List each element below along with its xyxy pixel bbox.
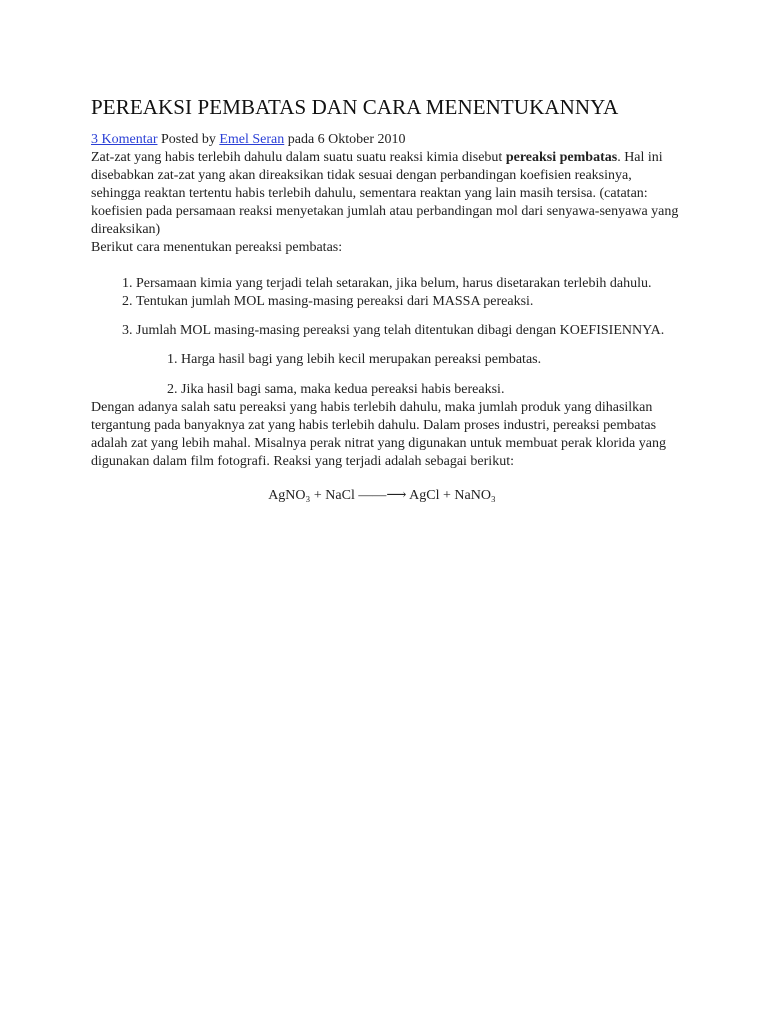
page-title: PEREAKSI PEMBATAS DAN CARA MENENTUKANNYA (91, 95, 619, 119)
post-meta (91, 131, 681, 149)
list-item (181, 381, 681, 399)
intro-paragraph (91, 149, 681, 239)
substeps-list (136, 351, 681, 399)
step-text: Tentukan jumlah MOL masing-masing pereaksi dari MASSA pereaksi. (136, 294, 534, 309)
comments-link[interactable]: 3 Komentar (91, 132, 158, 147)
posted-by-text: Posted by (157, 132, 220, 147)
article (91, 92, 681, 505)
reaction-equation: AgNO₃ + NaCl ——⟶ AgCl + NaNO₃ (268, 488, 496, 503)
list-item (136, 322, 681, 399)
intro-bold-term: pereaksi pembatas (505, 150, 618, 165)
list-item (181, 351, 681, 369)
step-text: Jumlah MOL masing-masing pereaksi yang telah ditentukan dibagi dengan KOEFISIENNYA. (136, 323, 665, 338)
substep-text: Jika hasil bagi sama, maka kedua pereaksi habis bereaksi. (181, 382, 505, 397)
intro-text-end: . Hal ini disebabkan zat-zat yang akan direaksikan tidak sesuai dengan perbandingan koefisien reaksinya, sehingga reaktan tertentu habis terlebih dahulu, sementara reaktan yang lain masih tersisa. (catatan: koefisien pada persamaan reaksi menyetakan jumlah atau perbandingan mol dari senyawa-senyawa yang direaksikan) (91, 150, 679, 237)
steps-list (91, 275, 681, 399)
post-date: pada 6 Oktober 2010 (284, 132, 406, 147)
intro-text-start: Zat-zat yang habis terlebih dahulu dalam suatu suatu reaksi kimia disebut (91, 150, 506, 165)
list-item (136, 275, 681, 293)
steps-lead: Berikut cara menentukan pereaksi pembatas: (91, 240, 343, 255)
author-link[interactable]: Emel Seran (219, 132, 285, 147)
step-text: Persamaan kimia yang terjadi telah setarakan, jika belum, harus disetarakan terlebih dahulu. (136, 276, 652, 291)
list-item (136, 293, 681, 311)
closing-paragraph: Dengan adanya salah satu pereaksi yang habis terlebih dahulu, maka jumlah produk yang dihasilkan tergantung pada banyaknya zat yang habis terlebih dahulu. Dalam proses industri, pereaksi pembatas adalah zat yang lebih mahal. Misalnya perak nitrat yang digunakan untuk membuat perak klorida yang digunakan dalam film fotografi. Reaksi yang terjadi adalah sebagai berikut: (91, 400, 666, 469)
substep-text: Harga hasil bagi yang lebih kecil merupakan pereaksi pembatas. (181, 352, 542, 367)
